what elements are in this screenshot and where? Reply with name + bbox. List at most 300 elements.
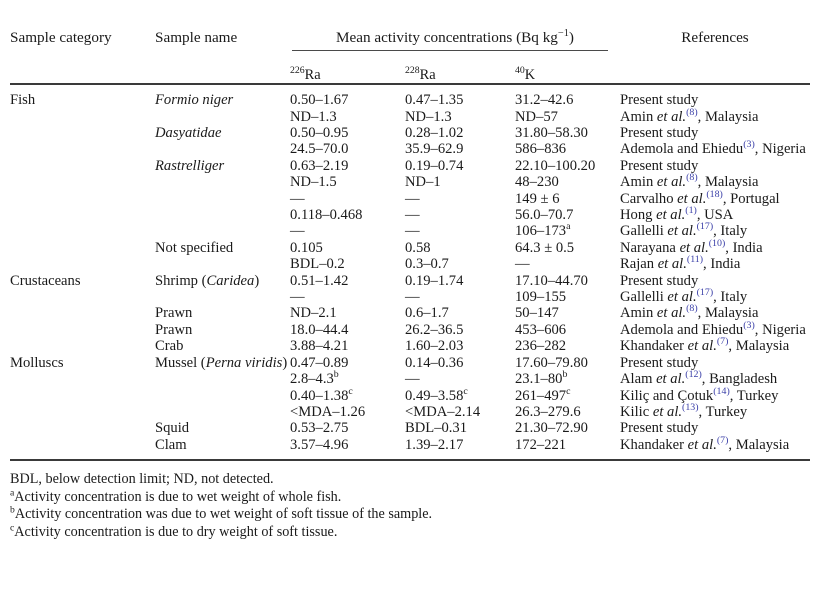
cell-reference bbox=[620, 273, 810, 289]
reference-etal: et al. bbox=[687, 436, 717, 453]
reference-author: Present study bbox=[620, 125, 699, 142]
cell-k40-footnote-marker: b bbox=[562, 369, 568, 381]
table-row bbox=[10, 437, 810, 459]
cell-sample-name bbox=[155, 388, 290, 404]
cell-reference bbox=[620, 106, 810, 125]
cell-ra228-value: 35.9–62.9 bbox=[405, 141, 464, 158]
footnote-a-marker: a bbox=[10, 487, 15, 498]
header-ra228-symbol: Ra bbox=[419, 66, 436, 83]
cell-ra228-value: — bbox=[405, 223, 420, 240]
cell-sample-category bbox=[10, 305, 155, 321]
header-mean-activity-text: Mean activity concentrations (Bq kg bbox=[336, 29, 558, 46]
cell-sample-name bbox=[155, 125, 290, 141]
cell-sample-category bbox=[10, 420, 155, 436]
reference-author: Kilic bbox=[620, 403, 653, 420]
cell-ra226 bbox=[290, 141, 405, 157]
cell-reference bbox=[620, 158, 810, 174]
footnote-b bbox=[10, 506, 810, 524]
cell-sample-category bbox=[10, 338, 155, 354]
header-isotope-ra226 bbox=[290, 67, 405, 83]
reference-citation-number[interactable]: (11) bbox=[686, 254, 704, 266]
table-row bbox=[10, 256, 810, 272]
cell-ra228-value: ND–1 bbox=[405, 174, 441, 191]
cell-ra228 bbox=[405, 256, 515, 272]
cell-reference bbox=[620, 385, 810, 404]
cell-ra226-value: 0.118–0.468 bbox=[290, 207, 363, 224]
cell-sample-name bbox=[155, 191, 290, 207]
reference-author: Ademola and Ehiedu bbox=[620, 141, 744, 158]
sample-name-value: Formio niger bbox=[155, 92, 234, 109]
footnote-a bbox=[10, 489, 810, 507]
table-row bbox=[10, 420, 810, 436]
cell-k40 bbox=[515, 141, 620, 157]
table-row bbox=[10, 109, 810, 125]
reference-author: Present study bbox=[620, 92, 699, 109]
cell-ra228-value: 0.19–1.74 bbox=[405, 272, 464, 289]
reference-etal: et al. bbox=[687, 338, 717, 355]
cell-k40-value: ND–57 bbox=[515, 108, 558, 125]
cell-ra228 bbox=[405, 240, 515, 256]
cell-reference bbox=[620, 85, 810, 108]
cell-ra228-value: 0.49–3.58 bbox=[405, 387, 464, 404]
footnote-b-text: Activity concentration was due to wet weight of soft tissue of the sample. bbox=[14, 506, 433, 523]
cell-ra226 bbox=[290, 85, 405, 108]
cell-ra228-value: 0.28–1.02 bbox=[405, 125, 464, 142]
data-table bbox=[10, 85, 810, 459]
cell-sample-category: Crustaceans bbox=[10, 272, 81, 289]
cell-ra226-value: <MDA–1.26 bbox=[290, 403, 366, 420]
cell-sample-name bbox=[155, 207, 290, 223]
cell-ra228 bbox=[405, 109, 515, 125]
cell-ra228-value: — bbox=[405, 190, 420, 207]
cell-sample-name bbox=[155, 85, 290, 108]
cell-ra228 bbox=[405, 85, 515, 108]
header-group-rule-cell bbox=[290, 50, 620, 66]
table-body bbox=[10, 85, 810, 459]
cell-ra226 bbox=[290, 305, 405, 321]
cell-ra226 bbox=[290, 223, 405, 239]
cell-k40 bbox=[515, 437, 620, 459]
reference-country: , Malaysia bbox=[728, 338, 790, 355]
cell-k40-value: 586–836 bbox=[515, 141, 567, 158]
reference-author: Present study bbox=[620, 354, 699, 371]
cell-ra228-value: — bbox=[405, 371, 420, 388]
cell-ra228-value: 1.60–2.03 bbox=[405, 338, 464, 355]
cell-sample-name bbox=[155, 256, 290, 272]
cell-ra226-value: 0.51–1.42 bbox=[290, 272, 349, 289]
cell-ra226-value: 0.63–2.19 bbox=[290, 157, 349, 174]
footnote-a-text: Activity concentration is due to wet weight of whole fish. bbox=[14, 488, 342, 505]
cell-k40-value: 106–173 bbox=[515, 223, 567, 240]
reference-citation-number[interactable]: (7) bbox=[716, 336, 729, 348]
cell-ra228-value: 0.58 bbox=[405, 239, 431, 256]
reference-author: Amin bbox=[620, 108, 657, 125]
reference-author: Gallelli bbox=[620, 289, 668, 306]
header-isotope-ra228 bbox=[405, 67, 515, 83]
reference-author: Present study bbox=[620, 157, 699, 174]
footnote-c bbox=[10, 524, 810, 542]
cell-k40-footnote-marker: c bbox=[566, 385, 571, 397]
cell-sample-name bbox=[155, 289, 290, 305]
cell-ra226-value: — bbox=[290, 190, 305, 207]
cell-sample-category bbox=[10, 240, 155, 256]
cell-k40 bbox=[515, 289, 620, 305]
cell-k40-value: 31.80–58.30 bbox=[515, 125, 588, 142]
cell-ra226 bbox=[290, 289, 405, 305]
table-row bbox=[10, 223, 810, 239]
cell-ra228-value: 26.2–36.5 bbox=[405, 321, 464, 338]
cell-sample-category: Molluscs bbox=[10, 354, 64, 371]
header-ra226-symbol: Ra bbox=[304, 66, 321, 83]
sample-name-common: Shrimp ( bbox=[155, 272, 207, 289]
table-header-area bbox=[10, 0, 810, 83]
reference-citation-number[interactable]: (18) bbox=[706, 188, 723, 200]
cell-ra228 bbox=[405, 158, 515, 174]
table-row bbox=[10, 322, 810, 338]
cell-k40 bbox=[515, 85, 620, 108]
sample-name-binomial: Perna viridis bbox=[205, 354, 283, 371]
sample-name-value: Clam bbox=[155, 436, 187, 453]
cell-k40 bbox=[515, 109, 620, 125]
reference-citation-number[interactable]: (12) bbox=[685, 369, 702, 381]
cell-sample-category bbox=[10, 256, 155, 272]
cell-reference bbox=[620, 125, 810, 141]
cell-ra226 bbox=[290, 256, 405, 272]
cell-sample-category bbox=[10, 174, 155, 190]
reference-citation-number[interactable]: (10) bbox=[708, 238, 726, 249]
cell-sample-category bbox=[10, 207, 155, 223]
cell-sample-name bbox=[155, 371, 290, 387]
reference-citation-number[interactable]: (8) bbox=[686, 106, 698, 118]
cell-ra228 bbox=[405, 437, 515, 459]
sample-name-value: Not specified bbox=[155, 239, 234, 256]
cell-ra228-value: 0.14–0.36 bbox=[405, 354, 464, 371]
header-k40-symbol: K bbox=[524, 66, 536, 83]
cell-ra226-value: ND–1.3 bbox=[290, 108, 337, 125]
sample-name-value: Prawn bbox=[155, 321, 193, 338]
header-isotope-k40 bbox=[515, 67, 620, 83]
cell-k40-value: 109–155 bbox=[515, 289, 567, 306]
cell-k40 bbox=[515, 158, 620, 174]
cell-sample-category bbox=[10, 322, 155, 338]
cell-ra228-value: — bbox=[405, 207, 420, 224]
cell-ra226 bbox=[290, 338, 405, 354]
header-sample-category: Sample category bbox=[10, 29, 112, 46]
cell-k40-value: 172–221 bbox=[515, 436, 567, 453]
cell-reference bbox=[620, 322, 810, 338]
reference-citation-number[interactable]: (17) bbox=[696, 221, 714, 233]
sample-name-value: Rastrelliger bbox=[155, 157, 225, 174]
cell-sample-name bbox=[155, 420, 290, 436]
header-references: References bbox=[681, 29, 749, 46]
cell-reference bbox=[620, 141, 810, 157]
cell-reference bbox=[620, 420, 810, 436]
cell-k40-value: 17.10–44.70 bbox=[515, 272, 588, 289]
sample-name-value: Dasyatidae bbox=[155, 125, 222, 142]
cell-ra228-value: 0.3–0.7 bbox=[405, 256, 449, 273]
cell-ra226 bbox=[290, 191, 405, 207]
header-sample-name: Sample name bbox=[155, 29, 238, 46]
cell-k40 bbox=[515, 273, 620, 289]
reference-author: Rajan bbox=[620, 256, 658, 273]
reference-country: , Italy bbox=[713, 223, 748, 240]
reference-country: , India bbox=[725, 239, 763, 256]
cell-reference bbox=[620, 338, 810, 354]
cell-k40-value: 26.3–279.6 bbox=[515, 403, 581, 420]
cell-sample-name bbox=[155, 141, 290, 157]
reference-country: , Nigeria bbox=[754, 321, 806, 338]
cell-k40 bbox=[515, 420, 620, 436]
cell-k40-value: 56.0–70.7 bbox=[515, 207, 574, 224]
cell-ra228-value: BDL–0.31 bbox=[405, 420, 468, 437]
reference-author: Alam bbox=[620, 371, 657, 388]
cell-reference bbox=[620, 305, 810, 321]
cell-ra226 bbox=[290, 158, 405, 174]
cell-ra226 bbox=[290, 207, 405, 223]
cell-k40 bbox=[515, 125, 620, 141]
cell-ra228-value: 0.6–1.7 bbox=[405, 305, 449, 322]
cell-ra226-value: 2.8–4.3 bbox=[290, 371, 334, 388]
cell-sample-category bbox=[10, 141, 155, 157]
cell-reference bbox=[620, 188, 810, 207]
footnote-c-text: Activity concentration is due to dry weight of soft tissue. bbox=[14, 523, 338, 540]
cell-ra228 bbox=[405, 322, 515, 338]
table-row bbox=[10, 125, 810, 141]
cell-sample-name bbox=[155, 158, 290, 174]
cell-reference bbox=[620, 240, 810, 256]
reference-etal: et al. bbox=[667, 289, 697, 306]
cell-reference bbox=[620, 256, 810, 272]
cell-k40-value: 48–230 bbox=[515, 174, 559, 191]
reference-citation-number[interactable]: (1) bbox=[685, 205, 697, 217]
footnote-abbreviations: BDL, below detection limit; ND, not detected. bbox=[10, 471, 274, 488]
cell-ra226-value: 24.5–70.0 bbox=[290, 141, 349, 158]
table-row bbox=[10, 371, 810, 387]
reference-etal: et al. bbox=[652, 403, 683, 420]
cell-sample-category bbox=[10, 223, 155, 239]
cell-k40 bbox=[515, 174, 620, 190]
reference-author: Ademola and Ehiedu bbox=[620, 321, 744, 338]
reference-country: , Turkey bbox=[729, 387, 779, 404]
table-row bbox=[10, 85, 810, 108]
cell-ra228-value: 0.47–1.35 bbox=[405, 92, 464, 109]
reference-country: , Malaysia bbox=[697, 305, 759, 322]
cell-ra228 bbox=[405, 141, 515, 157]
cell-ra226-value: ND–1.5 bbox=[290, 174, 337, 191]
cell-sample-category bbox=[10, 109, 155, 125]
reference-author: Narayana bbox=[620, 239, 680, 256]
reference-citation-number[interactable]: (14) bbox=[713, 385, 730, 397]
cell-ra226 bbox=[290, 385, 405, 404]
header-k40-mass: 40 bbox=[515, 65, 525, 76]
cell-k40-value: 50–147 bbox=[515, 305, 559, 322]
cell-ra226-value: — bbox=[290, 223, 305, 240]
cell-k40 bbox=[515, 240, 620, 256]
cell-ra228-value: — bbox=[405, 289, 420, 306]
cell-ra226-value: 0.47–0.89 bbox=[290, 354, 349, 371]
cell-ra226-value: 3.57–4.96 bbox=[290, 436, 349, 453]
reference-country: , Turkey bbox=[698, 403, 748, 420]
reference-citation-number[interactable]: (17) bbox=[696, 287, 714, 299]
cell-k40 bbox=[515, 322, 620, 338]
cell-sample-category bbox=[10, 371, 155, 387]
cell-ra228 bbox=[405, 338, 515, 354]
reference-citation-number[interactable]: (8) bbox=[686, 172, 698, 184]
table-row bbox=[10, 305, 810, 321]
reference-etal: et al. bbox=[677, 190, 707, 207]
cell-ra228 bbox=[405, 207, 515, 223]
cell-ra228 bbox=[405, 385, 515, 404]
reference-country: , USA bbox=[696, 207, 734, 224]
cell-ra226-footnote-marker: c bbox=[348, 385, 353, 397]
cell-k40 bbox=[515, 385, 620, 404]
cell-ra226-value: BDL–0.2 bbox=[290, 256, 345, 273]
cell-ra226-value: 0.40–1.38 bbox=[290, 387, 349, 404]
reference-author: Carvalho bbox=[620, 190, 678, 207]
cell-sample-category bbox=[10, 404, 155, 420]
reference-author: Khandaker bbox=[620, 338, 688, 355]
sample-name-close: ) bbox=[282, 354, 288, 371]
cell-sample-name bbox=[155, 338, 290, 354]
cell-k40 bbox=[515, 305, 620, 321]
cell-k40-value: 17.60–79.80 bbox=[515, 354, 588, 371]
cell-k40-value: 31.2–42.6 bbox=[515, 92, 574, 109]
table-row bbox=[10, 141, 810, 157]
cell-ra226-value: 18.0–44.4 bbox=[290, 321, 349, 338]
cell-ra228 bbox=[405, 420, 515, 436]
cell-k40 bbox=[515, 404, 620, 420]
cell-ra228 bbox=[405, 371, 515, 387]
cell-sample-name bbox=[155, 223, 290, 239]
cell-sample-name bbox=[155, 355, 290, 371]
cell-ra228 bbox=[405, 191, 515, 207]
reference-etal: et al. bbox=[656, 174, 687, 191]
cell-k40-value: — bbox=[515, 256, 530, 273]
reference-country: , Italy bbox=[713, 289, 748, 306]
header-unit-close: ) bbox=[568, 29, 574, 46]
cell-sample-category: Fish bbox=[10, 92, 36, 109]
reference-country: , Malaysia bbox=[728, 436, 790, 453]
reference-citation-number[interactable]: (3) bbox=[743, 320, 755, 332]
cell-ra226-value: 0.105 bbox=[290, 239, 323, 256]
sample-name-close: ) bbox=[254, 272, 260, 289]
reference-country: , Nigeria bbox=[754, 141, 806, 158]
header-group-rule bbox=[292, 50, 608, 51]
cell-ra228-value: <MDA–2.14 bbox=[405, 403, 481, 420]
reference-citation-number[interactable]: (7) bbox=[716, 434, 729, 446]
cell-sample-category bbox=[10, 125, 155, 141]
cell-k40 bbox=[515, 191, 620, 207]
cell-k40-footnote-marker: a bbox=[566, 221, 571, 233]
cell-reference bbox=[620, 404, 810, 420]
cell-k40-value: 64.3 ± 0.5 bbox=[515, 239, 575, 256]
cell-ra226 bbox=[290, 437, 405, 459]
cell-ra226 bbox=[290, 322, 405, 338]
cell-ra226-value: ND–2.1 bbox=[290, 305, 337, 322]
reference-citation-number[interactable]: (13) bbox=[682, 402, 699, 414]
cell-ra228-value: 1.39–2.17 bbox=[405, 436, 464, 453]
reference-country: , Portugal bbox=[722, 190, 780, 207]
footnotes-block bbox=[10, 461, 810, 541]
cell-ra228 bbox=[405, 125, 515, 141]
header-unit-exponent: −1 bbox=[557, 27, 569, 39]
reference-author: Amin bbox=[620, 305, 657, 322]
reference-author: Gallelli bbox=[620, 223, 668, 240]
cell-sample-category bbox=[10, 437, 155, 459]
reference-author: Amin bbox=[620, 174, 657, 191]
cell-reference bbox=[620, 207, 810, 223]
cell-sample-name bbox=[155, 404, 290, 420]
header-mean-activity-label bbox=[290, 27, 620, 50]
reference-country: , Bangladesh bbox=[701, 371, 778, 388]
cell-sample-name bbox=[155, 174, 290, 190]
reference-author: Khandaker bbox=[620, 436, 688, 453]
table-row bbox=[10, 207, 810, 223]
cell-k40-value: 453–606 bbox=[515, 321, 567, 338]
reference-etal: et al. bbox=[656, 371, 686, 388]
cell-k40 bbox=[515, 338, 620, 354]
sample-name-common: Mussel ( bbox=[155, 354, 206, 371]
cell-reference bbox=[620, 434, 810, 459]
reference-etal: et al. bbox=[679, 239, 709, 256]
cell-k40 bbox=[515, 223, 620, 239]
reference-author: Present study bbox=[620, 272, 699, 289]
cell-ra226 bbox=[290, 355, 405, 371]
cell-k40-value: 236–282 bbox=[515, 338, 567, 355]
cell-ra226-value: 0.53–2.75 bbox=[290, 420, 349, 437]
cell-ra228 bbox=[405, 289, 515, 305]
reference-citation-number[interactable]: (8) bbox=[686, 303, 698, 315]
cell-k40-value: 22.10–100.20 bbox=[515, 157, 596, 174]
cell-k40-value: 23.1–80 bbox=[515, 371, 563, 388]
reference-author: Hong bbox=[620, 207, 657, 224]
cell-reference bbox=[620, 355, 810, 371]
reference-author: Present study bbox=[620, 420, 699, 437]
cell-k40 bbox=[515, 256, 620, 272]
cell-ra226 bbox=[290, 404, 405, 420]
cell-reference bbox=[620, 289, 810, 305]
cell-k40-value: 21.30–72.90 bbox=[515, 420, 588, 437]
cell-sample-name bbox=[155, 437, 290, 459]
cell-ra226 bbox=[290, 420, 405, 436]
cell-ra228 bbox=[405, 305, 515, 321]
cell-ra228-value: 0.19–0.74 bbox=[405, 157, 464, 174]
cell-sample-category bbox=[10, 158, 155, 174]
cell-sample-name bbox=[155, 305, 290, 321]
cell-ra226-value: 3.88–4.21 bbox=[290, 338, 349, 355]
cell-sample-category bbox=[10, 388, 155, 404]
reference-citation-number[interactable]: (3) bbox=[743, 139, 755, 151]
reference-etal: et al. bbox=[656, 207, 686, 224]
header-table bbox=[10, 27, 810, 83]
table-row bbox=[10, 174, 810, 190]
cell-sample-name bbox=[155, 273, 290, 289]
reference-country: , India bbox=[703, 256, 741, 273]
header-ra226-mass: 226 bbox=[290, 65, 305, 76]
cell-ra228 bbox=[405, 404, 515, 420]
sample-name-value: Squid bbox=[155, 420, 190, 437]
table-row bbox=[10, 273, 810, 289]
cell-sample-name bbox=[155, 109, 290, 125]
header-ra228-mass: 228 bbox=[405, 65, 420, 76]
cell-ra226 bbox=[290, 240, 405, 256]
cell-ra228-value: ND–1.3 bbox=[405, 108, 452, 125]
sample-name-value: Prawn bbox=[155, 305, 193, 322]
sample-name-binomial: Caridea bbox=[206, 272, 255, 289]
reference-etal: et al. bbox=[657, 256, 687, 273]
cell-ra228-footnote-marker: c bbox=[463, 385, 468, 397]
cell-ra226 bbox=[290, 174, 405, 190]
